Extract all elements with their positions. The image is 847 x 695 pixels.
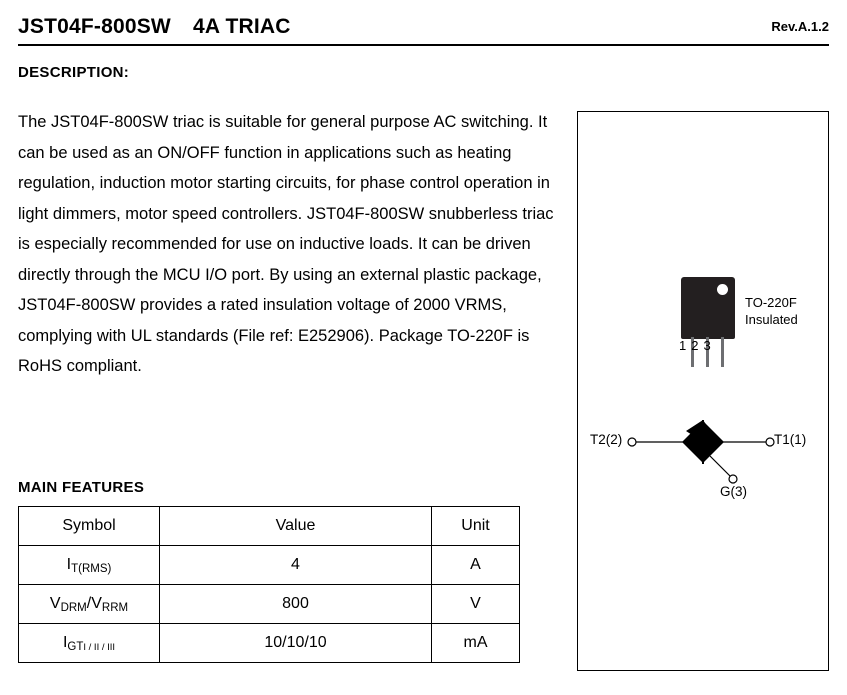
part-number: JST04F-800SW	[18, 15, 171, 38]
package-mounting-hole	[717, 284, 728, 295]
part-description: 4A TRIAC	[192, 15, 291, 38]
table-header-row	[19, 507, 520, 546]
column-header-unit: Unit	[432, 507, 520, 546]
table-row	[19, 624, 520, 663]
main-features-heading: MAIN FEATURES	[18, 479, 145, 496]
symbol-main: V	[49, 595, 61, 612]
triac-schematic-symbol	[578, 412, 830, 522]
table-row	[19, 546, 520, 585]
terminal-gate-label: G(3)	[720, 484, 747, 499]
symbol-subscript-2: RRM	[101, 602, 129, 614]
column-header-value: Value	[160, 507, 432, 546]
cell-symbol	[19, 546, 160, 585]
to220f-package-drawing	[681, 277, 735, 347]
description-body: The JST04F-800SW triac is suitable for general purpose AC switching. It can be used as an ON/OFF function in applications such as heating regulation, induction motor starting circuits, for phase control operation in light dimmers, motor speed controllers. JST04F-800SW snubberless triac is especially recommended for use on inductive loads. It can be driven directly through the MCU I/O port. By using an external plastic package, JST04F-800SW provides a rated insulation voltage of 2000 VRMS, complying with UL standards (File ref: E252906). Package TO-220F is RoHS compliant.	[18, 113, 554, 375]
symbol-middle: /V	[86, 595, 102, 612]
header-title-group	[18, 15, 291, 39]
cell-value: 800	[160, 585, 432, 624]
package-name-text: TO-220F	[745, 295, 797, 310]
pin-numbers-label: 123	[679, 338, 716, 353]
cell-symbol	[19, 585, 160, 624]
cell-value: 10/10/10	[160, 624, 432, 663]
cell-symbol	[19, 624, 160, 663]
page-header	[18, 14, 829, 46]
package-name-label	[745, 294, 798, 328]
cell-unit: V	[432, 585, 520, 624]
terminal-t2-label: T2(2)	[590, 432, 623, 447]
terminal-t1-label: T1(1)	[774, 432, 807, 447]
cell-unit: A	[432, 546, 520, 585]
table-row	[19, 585, 520, 624]
main-features-table	[18, 506, 520, 663]
symbol-subscript-2: I / II / III	[83, 642, 116, 653]
symbol-main: I	[62, 634, 68, 651]
package-figure	[577, 111, 829, 671]
description-heading: DESCRIPTION:	[18, 64, 130, 81]
package-body	[681, 277, 735, 339]
symbol-subscript: GT	[67, 641, 84, 653]
revision-label: Rev.A.1.2	[771, 19, 829, 34]
cell-unit: mA	[432, 624, 520, 663]
symbol-subscript: T(RMS)	[71, 563, 112, 575]
symbol-subscript: DRM	[60, 602, 87, 614]
column-header-symbol: Symbol	[19, 507, 160, 546]
cell-value: 4	[160, 546, 432, 585]
symbol-main: I	[66, 556, 72, 573]
package-note-text: Insulated	[745, 312, 798, 327]
